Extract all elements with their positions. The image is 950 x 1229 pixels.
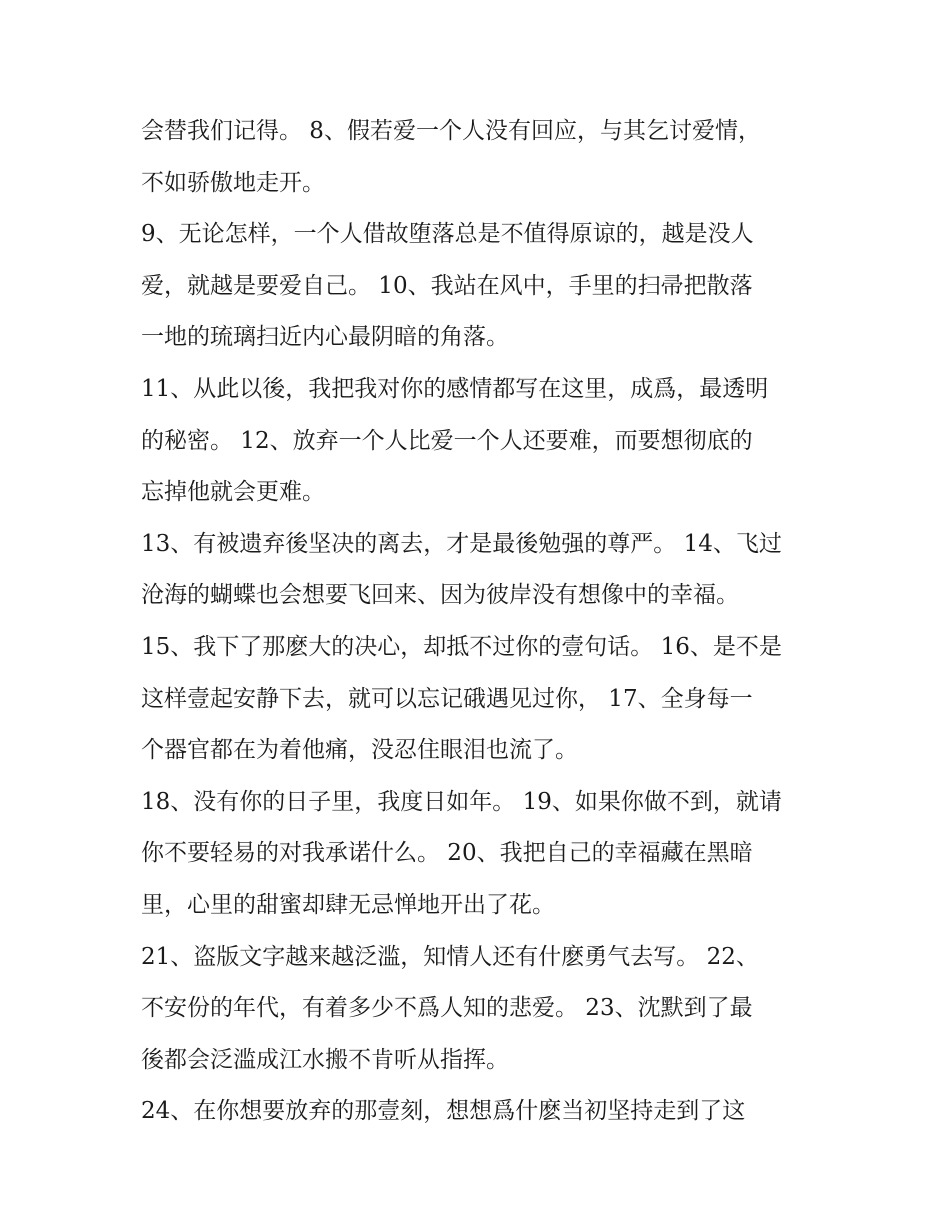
text-line: 不如骄傲地走开。 [141, 169, 325, 196]
text-line: 个器官都在为着他痛，没忍住眼泪也流了。 [141, 737, 578, 764]
text-line: 这样壹起安静下去，就可以忘记硪遇见过你， 17、全身每一 [141, 685, 753, 712]
text-line: 9、无论怎样，一个人借故堕落总是不值得原谅的，越是没人 [141, 221, 754, 248]
text-line: 24、在你想要放弃的那壹刻，想想爲什麽当初坚持走到了这 [141, 1098, 746, 1125]
text-line: 会替我们记得。 8、假若爱一个人没有回应，与其乞讨爱情， [141, 118, 761, 144]
text-line: 15、我下了那麽大的决心，却抵不过你的壹句话。 16、是不是 [141, 633, 782, 660]
text-line: 18、没有你的日子里，我度日如年。 19、如果你做不到，就请 [141, 788, 782, 815]
text-line: 里，心里的甜蜜却肆无忌惮地开出了花。 [141, 891, 555, 918]
text-line: 不安份的年代，有着多少不爲人知的悲爱。 23、沈默到了最 [141, 995, 753, 1022]
body-text [141, 106, 821, 1138]
text-line: 13、有被遗弃後坚决的离去，才是最後勉强的尊严。 14、飞过 [141, 530, 782, 557]
text-line: 你不要轻易的对我承诺什么。 20、我把自己的幸福藏在黑暗 [141, 840, 753, 867]
text-line: 21、盗版文字越来越泛滥，知情人还有什麽勇气去写。 22、 [141, 943, 759, 970]
text-line: 11、从此以後，我把我对你的感情都写在这里，成爲，最透明 [141, 375, 769, 402]
text-line: 的秘密。 12、放弃一个人比爱一个人还要难，而要想彻底的 [141, 427, 753, 454]
text-line: 一地的琉璃扫近内心最阴暗的角落。 [141, 324, 509, 351]
text-line: 忘掉他就会更难。 [141, 479, 325, 506]
text-line: 爱，就越是要爱自己。 10、我站在风中，手里的扫帚把散落 [141, 272, 753, 299]
text-line: 後都会泛滥成江水搬不肯听从指挥。 [141, 1046, 509, 1073]
text-line: 沧海的蝴蝶也会想要飞回来、因为彼岸没有想像中的幸福。 [141, 582, 739, 609]
